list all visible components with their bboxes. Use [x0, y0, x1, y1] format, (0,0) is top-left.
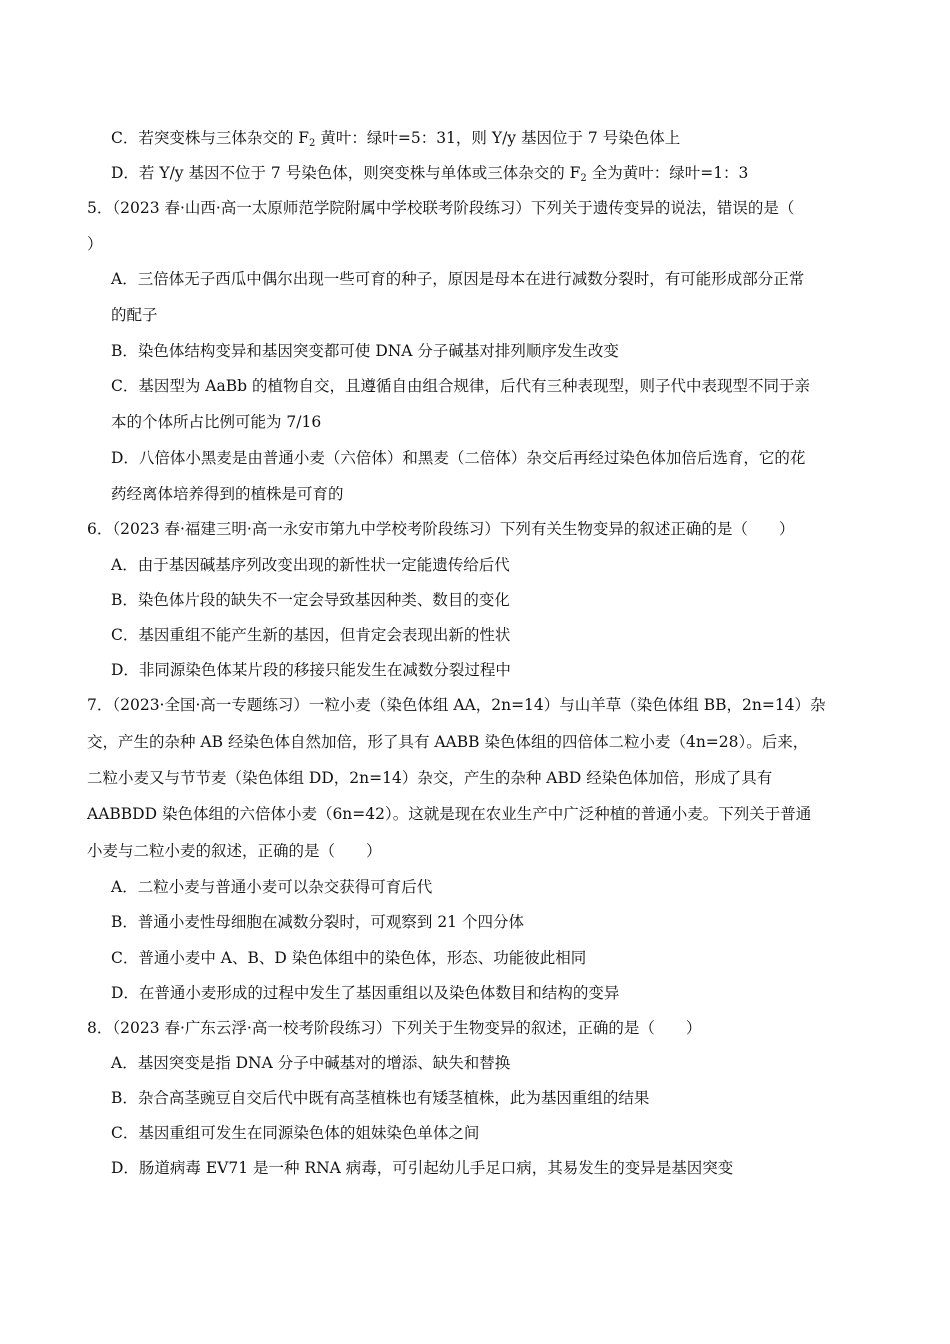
option-8d: D．肠道病毒 EV71 是一种 RNA 病毒，可引起幼儿手足口病，其易发生的变异是基因突变 [111, 1159, 734, 1177]
option-5a: A．三倍体无子西瓜中偶尔出现一些可育的种子，原因是母本在进行减数分裂时，有可能形成部分正常 [111, 270, 805, 288]
option-7a: A．二粒小麦与普通小麦可以杂交获得可育后代 [111, 878, 433, 896]
option-8b: B．杂合高茎豌豆自交后代中既有高茎植株也有矮茎植株，此为基因重组的结果 [111, 1089, 650, 1107]
option-4c: C．若突变株与三体杂交的 $F_2$ 黄叶：绿叶=5：31，则 Y/y 基因位于 7 号染色体上 [111, 129, 681, 149]
option-5a: 的配子 [111, 306, 158, 324]
option-5c: C．基因型为 AaBb 的植物自交，且遵循自由组合规律，后代有三种表现型，则子代中表现型不同于亲 [111, 377, 810, 395]
question-7-stem: 小麦与二粒小麦的叙述，正确的是（ ） [87, 842, 382, 860]
option-5b: B．染色体结构变异和基因突变都可使 DNA 分子碱基对排列顺序发生改变 [111, 342, 619, 360]
option-8a: A．基因突变是指 DNA 分子中碱基对的增添、缺失和替换 [111, 1054, 511, 1072]
question-7-stem: 二粒小麦又与节节麦（染色体组 DD，2n=14）杂交，产生的杂种 ABD 经染色体加倍，形成了具有 [87, 769, 773, 787]
option-7d: D．在普通小麦形成的过程中发生了基因重组以及染色体数目和结构的变异 [111, 984, 620, 1002]
question-5-stem: ） [87, 235, 103, 253]
question-7-stem: 交，产生的杂种 AB 经染色体自然加倍，形了具有 AABB 染色体组的四倍体二粒小麦（4n=28）。后来， [87, 733, 809, 751]
question-5-stem: 5．（2023 春·山西·高一太原师范学院附属中学校联考阶段练习）下列关于遗传变异的说法，错误的是（ [87, 199, 795, 217]
option-7b: B．普通小麦性母细胞在减数分裂时，可观察到 21 个四分体 [111, 913, 524, 931]
option-5c: 本的个体所占比例可能为 7/16 [111, 413, 322, 431]
option-6a: A．由于基因碱基序列改变出现的新性状一定能遗传给后代 [111, 556, 510, 574]
question-7-stem: 7．（2023·全国·高一专题练习）一粒小麦（染色体组 AA，2n=14）与山羊草（染色体组 BB，2n=14）杂 [87, 696, 826, 714]
option-8c: C．基因重组可发生在同源染色体的姐妹染色单体之间 [111, 1124, 480, 1142]
question-7-stem: AABBDD 染色体组的六倍体小麦（6n=42）。这就是现在农业生产中广泛种植的普通小麦。下列关于普通 [87, 805, 812, 823]
option-6c: C．基因重组不能产生新的基因，但肯定会表现出新的性状 [111, 626, 511, 644]
option-6d: D．非同源染色体某片段的移接只能发生在减数分裂过程中 [111, 661, 511, 679]
option-5d: D．八倍体小黑麦是由普通小麦（六倍体）和黑麦（二倍体）杂交后再经过染色体加倍后选育，它的花 [111, 449, 806, 467]
option-4d: D．若 Y/y 基因不位于 7 号染色体，则突变株与单体或三体杂交的 $F_2$ 全为黄叶：绿叶=1：3 [111, 164, 749, 184]
option-5d: 药经离体培养得到的植株是可育的 [111, 485, 344, 503]
option-6b: B．染色体片段的缺失不一定会导致基因种类、数目的变化 [111, 591, 510, 609]
option-7c: C．普通小麦中 A、B、D 染色体组中的染色体，形态、功能彼此相同 [111, 949, 587, 967]
question-6-stem: 6．（2023 春·福建三明·高一永安市第九中学校考阶段练习）下列有关生物变异的叙述正确的是（ ） [87, 520, 795, 538]
question-8-stem: 8．（2023 春·广东云浮·高一校考阶段练习）下列关于生物变异的叙述，正确的是（ ） [87, 1019, 702, 1037]
